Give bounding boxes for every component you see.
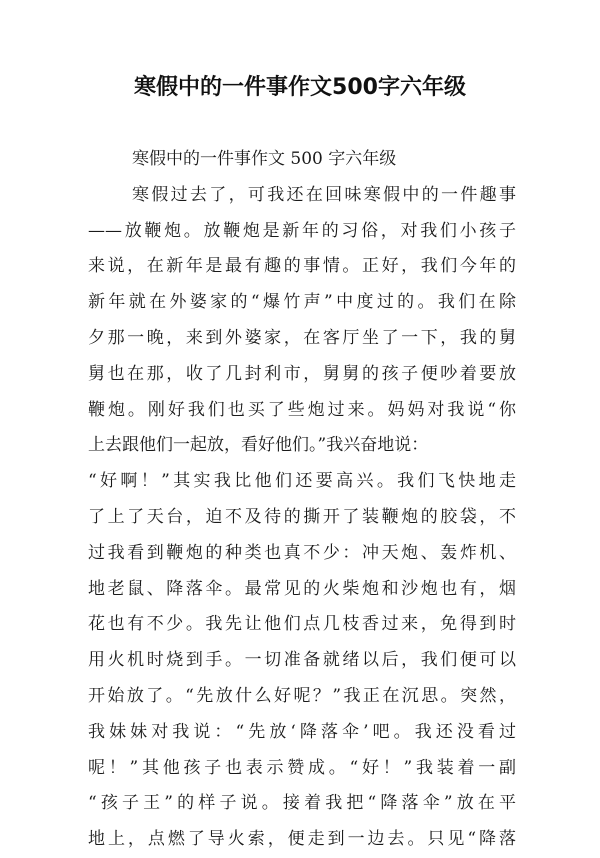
paragraph-line: 花也有不少。我先让他们点几枝香过来，免得到时 (88, 614, 516, 635)
paragraph-line: 新年就在外婆家的“爆竹声”中度过的。我们在除 (88, 292, 516, 313)
paragraph-line: 地上，点燃了导火索，便走到一边去。只见“降落 (88, 829, 516, 850)
paragraph-line: “好啊！”其实我比他们还要高兴。我们飞快地走 (88, 471, 516, 492)
paragraph-line: 上去跟他们一起放，看好他们。”我兴奋地说： (88, 435, 429, 456)
paragraph-line: “孩子王”的样子说。接着我把“降落伞”放在平 (88, 793, 516, 814)
paragraph-line: 来说，在新年是最有趣的事情。正好，我们今年的 (88, 256, 516, 277)
document-body (88, 142, 516, 858)
paragraph-line: 开始放了。“先放什么好呢？”我正在沉思。突然， (88, 685, 516, 706)
paragraph-line: 夕那一晚，来到外婆家，在客厅坐了一下，我的舅 (88, 327, 516, 348)
subtitle-line: 寒假中的一件事作文 500 字六年级 (132, 149, 397, 169)
paragraph-line: ——放鞭炮。放鞭炮是新年的习俗，对我们小孩子 (88, 220, 516, 241)
paragraph-line: 寒假过去了，可我还在回味寒假中的一件趣事 (132, 184, 516, 205)
paragraph-line: 过我看到鞭炮的种类也真不少：冲天炮、轰炸机、 (88, 542, 516, 563)
paragraph-line: 呢！”其他孩子也表示赞成。“好！”我装着一副 (88, 757, 516, 778)
paragraph-line: 鞭炮。刚好我们也买了些炮过来。妈妈对我说“你 (88, 399, 516, 420)
paragraph-line: 用火机时烧到手。一切准备就绪以后，我们便可以 (88, 650, 516, 671)
document-title: 寒假中的一件事作文500字六年级 (134, 75, 466, 100)
paragraph-line: 舅也在那，收了几封利市，舅舅的孩子便吵着要放 (88, 363, 516, 384)
paragraph-line: 我妹妹对我说：“先放‘降落伞’吧。我还没看过 (88, 721, 516, 742)
paragraph-line: 了上了天台，迫不及待的撕开了装鞭炮的胶袋，不 (88, 506, 516, 527)
paragraph-line: 地老鼠、降落伞。最常见的火柴炮和沙炮也有，烟 (88, 578, 516, 599)
